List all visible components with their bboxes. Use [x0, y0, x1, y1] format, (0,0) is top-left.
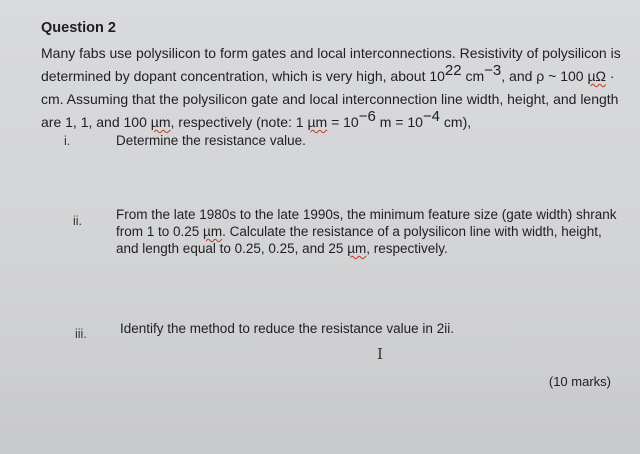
text-cursor-icon: I	[377, 345, 383, 363]
question-intro: Many fabs use polysilicon to form gates and local interconnections. Resistivity of polysilicon is determined by dopant concentration, which is very high, about $10^{22}$ $cm^{-3}$, and ρ ~ 100 µΩ · cm. Assuming that the polysilicon gate and local interconnection line width, height, and length are 1, 1, and 100 µm, respectively (note: 1 $\mu m = 10^{-6}$ $m = 10^{-4}$ cm),	[41, 45, 621, 130]
exponent-minus-6: −6	[358, 108, 376, 125]
unit-micrometer: µm	[347, 241, 367, 256]
marks-label: (10 marks)	[548, 374, 611, 389]
unit-micrometer: µm	[307, 114, 328, 130]
part-iii-text: Identify the method to reduce the resistance value in 2ii.	[120, 321, 454, 336]
part-i-number: i.	[64, 134, 71, 148]
question-title: Question 2	[41, 20, 116, 36]
part-iii-number: iii.	[75, 327, 87, 341]
unit-micro-ohm: µΩ	[587, 68, 607, 84]
unit-micrometer: µm	[150, 114, 171, 130]
unit-micrometer: µm	[203, 224, 223, 239]
part-ii-number: ii.	[73, 214, 83, 228]
part-ii-text: From the late 1980s to the late 1990s, the minimum feature size (gate width) shrank from 1 to 0.25 µm. Calculate the resistance of a polysilicon line with width, height, and length equal to 0.25, 0.25, and 25 µm, respectively.	[116, 207, 617, 256]
part-i-text: Determine the resistance value.	[116, 133, 306, 148]
exponent-22: 22	[444, 62, 462, 79]
exponent-minus-3: −3	[484, 62, 502, 79]
exponent-minus-4: −4	[422, 108, 441, 125]
